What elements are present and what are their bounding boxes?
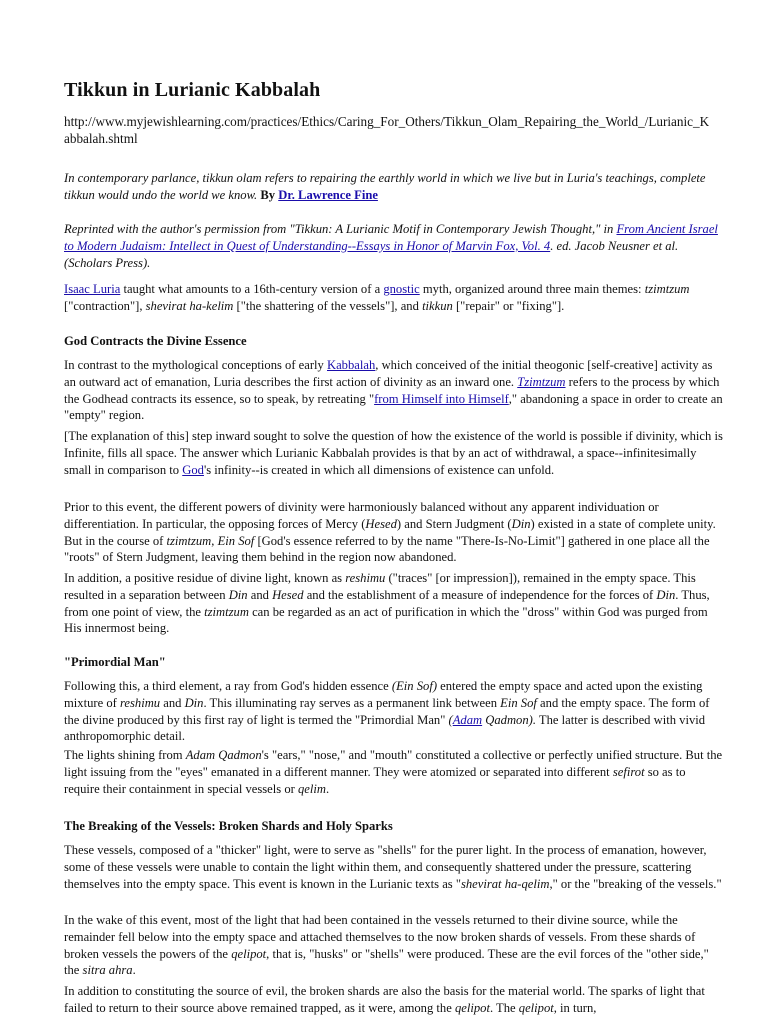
text: In addition to constituting the source of evil, the broken shards are also the basis for the material world. The sparks of light that failed to return to their source above remained trapped, as it were, among the — [64, 984, 705, 1015]
page-title: Tikkun in Lurianic Kabbalah — [64, 79, 321, 101]
book-link[interactable]: From Ancient Israel to Modern Judaism: Intellect in Quest of Understanding--Essays in Honor of Marvin Fox, Vol. 4 — [64, 222, 718, 253]
text: entered the empty space and acted upon the existing mixture of — [64, 679, 703, 710]
isaac-luria-link[interactable]: Isaac Luria — [64, 282, 121, 296]
section-heading-breaking: The Breaking of the Vessels: Broken Shards and Holy Sparks — [64, 819, 393, 833]
text: , in turn, — [553, 1000, 597, 1015]
section-heading-contracts: God Contracts the Divine Essence — [64, 334, 247, 348]
term: Din — [228, 587, 248, 602]
term: qelim — [297, 781, 326, 796]
text: ["the shattering of the vessels"], and — [233, 298, 423, 313]
term: Din — [184, 695, 204, 710]
reprint-text: Reprinted with the author's permission from "Tikkun: A Lurianic Motif in Contemporary Jewish Thought," in — [64, 222, 617, 236]
text: refers to the process by which the Godhead contracts its essence, so to speak, by retreating " — [64, 374, 720, 406]
term: Hesed — [365, 516, 397, 531]
term: reshimu — [119, 695, 161, 710]
text: myth, organized around three main themes: — [419, 282, 645, 296]
text: ," or the "breaking of the vessels." — [549, 876, 722, 891]
text: 's infinity--is created in which all dimensions of existence can unfold. — [203, 462, 555, 477]
term: Adam Qadmon — [185, 748, 262, 762]
paragraph-prior — [64, 499, 724, 566]
text: Prior to this event, the different powers of divinity were harmoniously balanced without any apparent individuation or differentiation. In particular, the opposing forces of Mercy ( — [64, 500, 659, 531]
term: Hesed — [272, 587, 304, 602]
section-heading-primordial: "Primordial Man" — [64, 655, 166, 669]
by-label: By — [260, 187, 276, 202]
text: and the empty space. The form of the divine produced by this first ray of light is termed the "Primordial Man" — [64, 695, 710, 727]
intro-text: In contemporary parlance, tikkun olam refers to repairing the earthly world in which we live but in Luria's teachings, complete tikkun would undo the world we know. — [64, 171, 706, 202]
text: and — [247, 587, 273, 602]
text: and — [160, 695, 185, 710]
text: . The — [489, 1000, 519, 1015]
text: Following this, a third element, a ray from God's hidden essence — [64, 679, 392, 693]
text: [God's essence referred to by the name "There-Is-No-Limit"] gathered in one place all the "roots" of Stern Judgment, leaving them behind in the region now abandoned. — [64, 533, 710, 565]
adam-link[interactable]: Adam — [452, 712, 483, 727]
text: so as to require their containment in special vessels or — [64, 764, 686, 796]
term: sefirot — [612, 764, 645, 779]
reprint-text-end: . ed. Jacob Neusner et al. (Scholars Press). — [64, 238, 679, 270]
text: can be regarded as an act of purification in which the "dross" within God was purged from His innermost being. — [64, 604, 708, 636]
text: and the establishment of a measure of independence for the forces of — [303, 587, 657, 602]
term: Din — [511, 516, 531, 531]
text: In addition, a positive residue of divine light, known as — [64, 571, 346, 585]
from-himself-link[interactable]: from Himself into Himself — [374, 391, 509, 406]
text: ["repair" or "fixing"]. — [452, 298, 565, 313]
gnostic-link[interactable]: gnostic — [383, 282, 420, 296]
term: Din — [656, 587, 676, 602]
byline — [260, 188, 378, 202]
text: . — [132, 963, 136, 978]
text: ("traces" [or impression]), remained in the empty space. This resulted in a separation between — [64, 571, 696, 602]
text: . Thus, from one point of view, the — [64, 587, 710, 619]
text: ) existed in a state of complete unity. But in the course of — [64, 516, 716, 548]
term: Qadmon). — [482, 712, 536, 727]
term: Ein Sof — [217, 533, 255, 548]
text: ," abandoning a space in order to create an "empty" region. — [64, 391, 723, 423]
term: tzimtzum — [166, 533, 212, 548]
paragraph-contrast — [64, 357, 724, 424]
paragraph-following — [64, 678, 724, 745]
text: , which conceived of the initial theogonic [self-creative] activity as an outward act of emanation, Luria describes the first action of divinity as an inward one. — [64, 358, 713, 389]
text: [The explanation of this] step inward sought to solve the question of how the existence of the world is possible if divinity, which is Infinite, fills all space. The answer which Lurianic Kabbalah provides is that by an act of withdrawal, a space--infinitesimally small in comparison to — [64, 429, 723, 477]
text: In the wake of this event, most of the light that had been contained in the vessels returned to their divine source, while the remainder fell below into the empty space and attached themselves to the now broken shards of vessels. From these shards of broken vessels the powers of the — [64, 913, 696, 961]
text: taught what amounts to a 16th-century version of a — [120, 282, 384, 296]
kabbalah-link[interactable]: Kabbalah — [327, 358, 376, 372]
term: tzimtzum — [204, 604, 249, 619]
author-link[interactable]: Dr. Lawrence Fine — [278, 187, 378, 202]
term: qelipot — [518, 1000, 554, 1015]
source-url: http://www.myjewishlearning.com/practices/Ethics/Caring_For_Others/Tikkun_Olam_Repairing_the_World_/Lurianic_Kabbalah.shtml — [64, 114, 710, 146]
term: Ein Sof — [500, 695, 537, 710]
term: sitra ahra — [82, 963, 133, 978]
term: tzimtzum — [644, 282, 690, 296]
term: qelipot — [231, 946, 267, 961]
intro-paragraph — [64, 170, 724, 204]
tzimtzum-link[interactable]: Tzimtzum — [517, 374, 566, 389]
term: ( — [448, 712, 453, 727]
term: reshimu — [345, 571, 386, 585]
text: 's "ears," "nose," and "mouth" constituted a collective or perfectly unified structure. But the light issuing from the "eyes" emanated in a different manner. They were atomized or separated into different — [64, 748, 723, 779]
paragraph-vessels — [64, 842, 724, 892]
paragraph-explanation — [64, 428, 724, 478]
text: , that is, "husks" or "shells" were produced. These are the evil forces of the "other side," the — [64, 946, 709, 978]
reprint-note — [64, 221, 724, 271]
paragraph-residue — [64, 570, 724, 637]
term: tikkun — [422, 298, 453, 313]
text: In contrast to the mythological conceptions of early — [64, 358, 327, 372]
paragraph-wake — [64, 912, 724, 979]
text: ["contraction"], — [64, 298, 146, 313]
text: These vessels, composed of a "thicker" light, were to serve as "shells" for the purer light. In the process of emanation, however, some of these vessels were unable to contain the light within them, and consequently shattered under the pressure, scattering themselves into the empty space. This event is known in the Lurianic texts as " — [64, 843, 707, 891]
paragraph-lights — [64, 747, 724, 797]
text: The latter is described with vivid anthropomorphic detail. — [64, 712, 706, 744]
god-link[interactable]: God — [182, 462, 204, 477]
text: , — [211, 533, 218, 548]
term: (Ein Sof) — [391, 679, 438, 693]
text: ) and Stern Judgment ( — [396, 516, 512, 531]
text: The lights shining from — [64, 748, 186, 762]
text: . This illuminating ray serves as a permanent link between — [203, 695, 501, 710]
term: shevirat ha-qelim — [460, 876, 550, 891]
paragraph-themes — [64, 281, 724, 315]
paragraph-constituting — [64, 983, 724, 1017]
term: qelipot — [454, 1000, 490, 1015]
term: shevirat ha-kelim — [145, 298, 234, 313]
text: . — [325, 781, 330, 796]
